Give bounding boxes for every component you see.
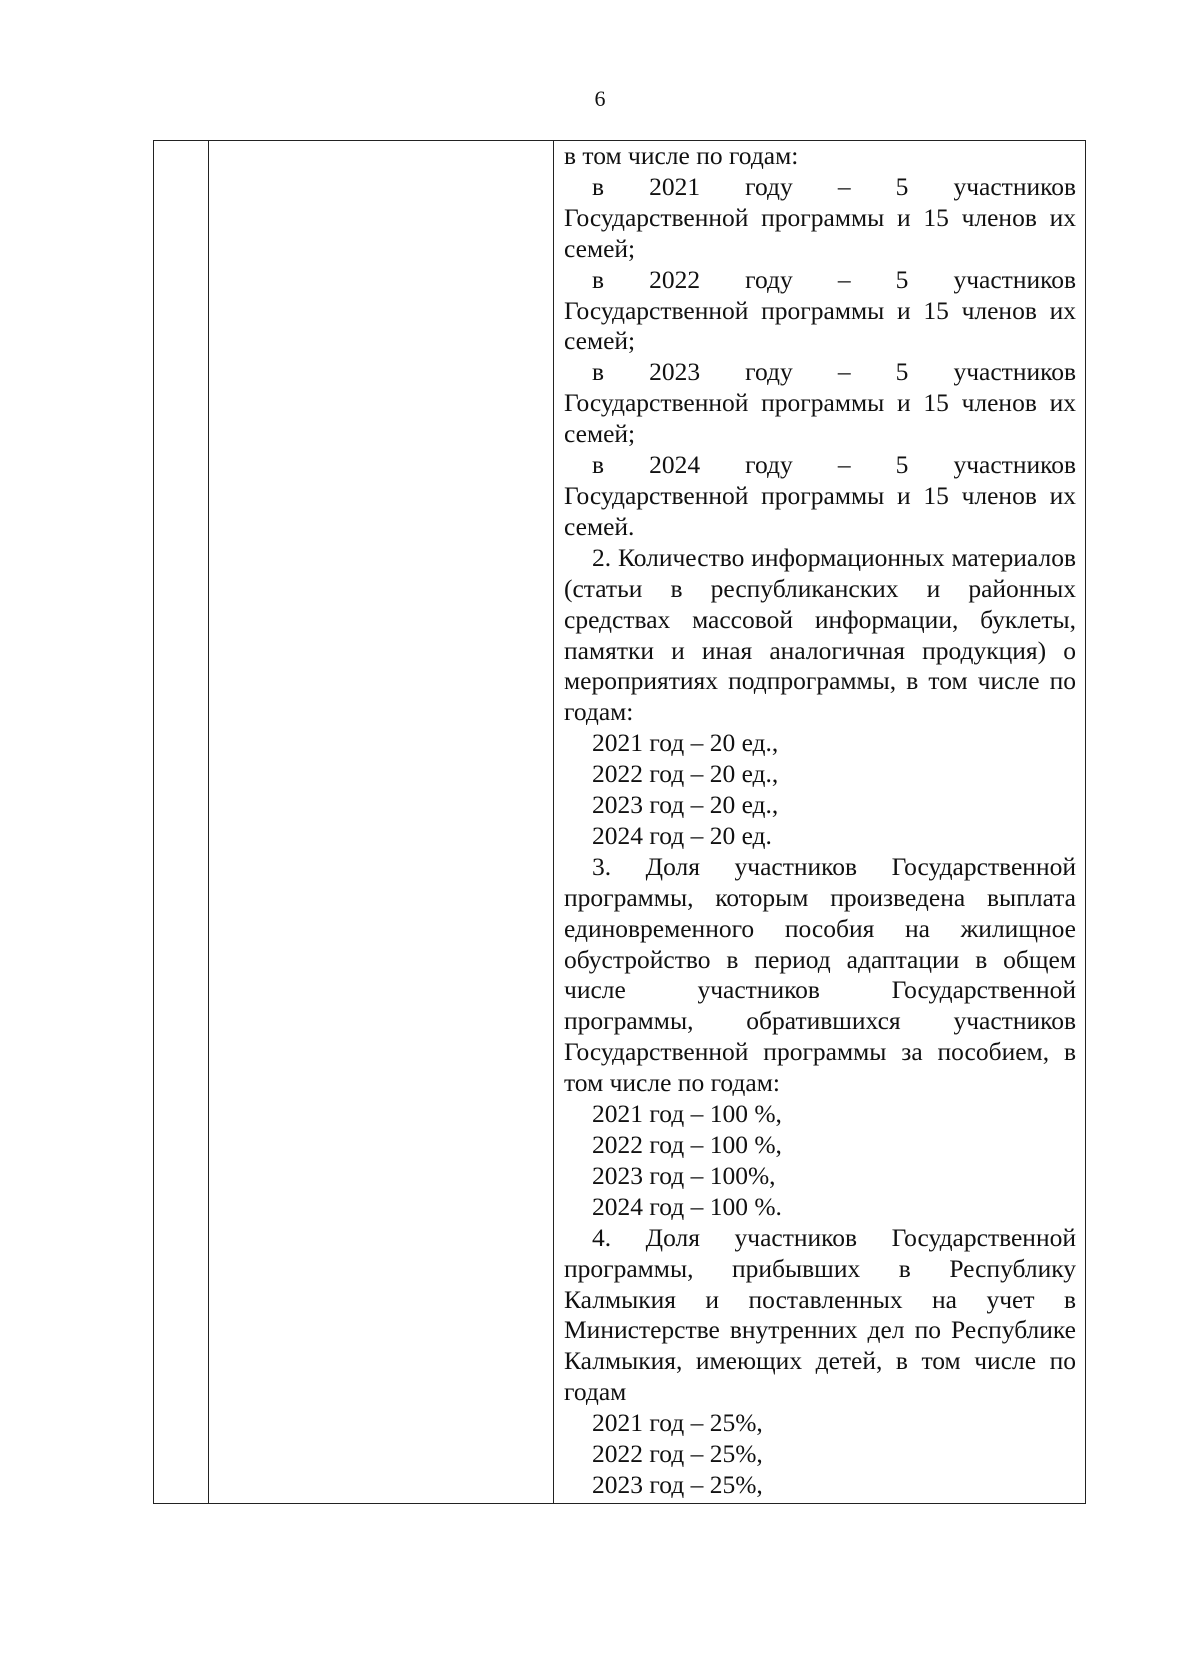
item-2-year-line: 2021 год – 20 ед., [592, 728, 779, 758]
year-2023-body: Государственной программы и 15 членов их семей; [564, 388, 1076, 449]
program-table [153, 140, 1086, 1504]
item-3-year-line: 2021 год – 100 %, [592, 1099, 782, 1129]
column-divider [553, 141, 554, 1503]
page-number: 6 [594, 86, 606, 111]
item-4-paragraph: 4. Доля участников Государственной программы, прибывших в Республику Калмыкия и поставленных на учет в Министерстве внутренних дел по Республике Калмыкия, имеющих детей, в том числе по годам [564, 1222, 1076, 1407]
year-2022-head: в 2022 году – 5 участников [592, 264, 1076, 294]
year-2024-body: Государственной программы и 15 членов их семей. [564, 480, 1076, 541]
item-3-year-line: 2024 год – 100 %. [592, 1191, 782, 1221]
item-4-year-line: 2022 год – 25%, [592, 1439, 763, 1469]
item-3-year-line: 2023 год – 100%, [592, 1160, 776, 1190]
item-2-year-line: 2023 год – 20 ед., [592, 790, 779, 820]
intro-line: в том числе по годам: [564, 141, 799, 170]
year-2021-body: Государственной программы и 15 членов их семей; [564, 202, 1076, 263]
column-divider [208, 141, 209, 1503]
item-2-paragraph: 2. Количество информационных материалов (статьи в республиканских и районных средствах массовой информации, буклеты, памятки и иная аналогичная продукция) о мероприятиях подпрограммы, в том числе по годам: [564, 542, 1076, 727]
year-2024-head: в 2024 году – 5 участников [592, 450, 1076, 480]
item-2-year-line: 2024 год – 20 ед. [592, 820, 772, 850]
item-2-year-line: 2022 год – 20 ед., [592, 759, 779, 789]
year-2021-head: в 2021 году – 5 участников [592, 171, 1076, 201]
indicator-cell [564, 141, 1076, 1501]
item-3-year-line: 2022 год – 100 %, [592, 1130, 782, 1159]
item-4-year-line: 2023 год – 25%, [592, 1469, 763, 1499]
year-2023-head: в 2023 году – 5 участников [592, 357, 1076, 387]
year-2022-body: Государственной программы и 15 членов их семей; [564, 295, 1076, 356]
item-4-year-line: 2021 год – 25%, [592, 1408, 763, 1438]
item-3-paragraph: 3. Доля участников Государственной программы, которым произведена выплата единовременного пособия на жилищное обустройство в период адаптации в общем числе участников Государственной программы, обратившихся участников Государственной программы за пособием, в том числе по годам: [564, 851, 1076, 1098]
